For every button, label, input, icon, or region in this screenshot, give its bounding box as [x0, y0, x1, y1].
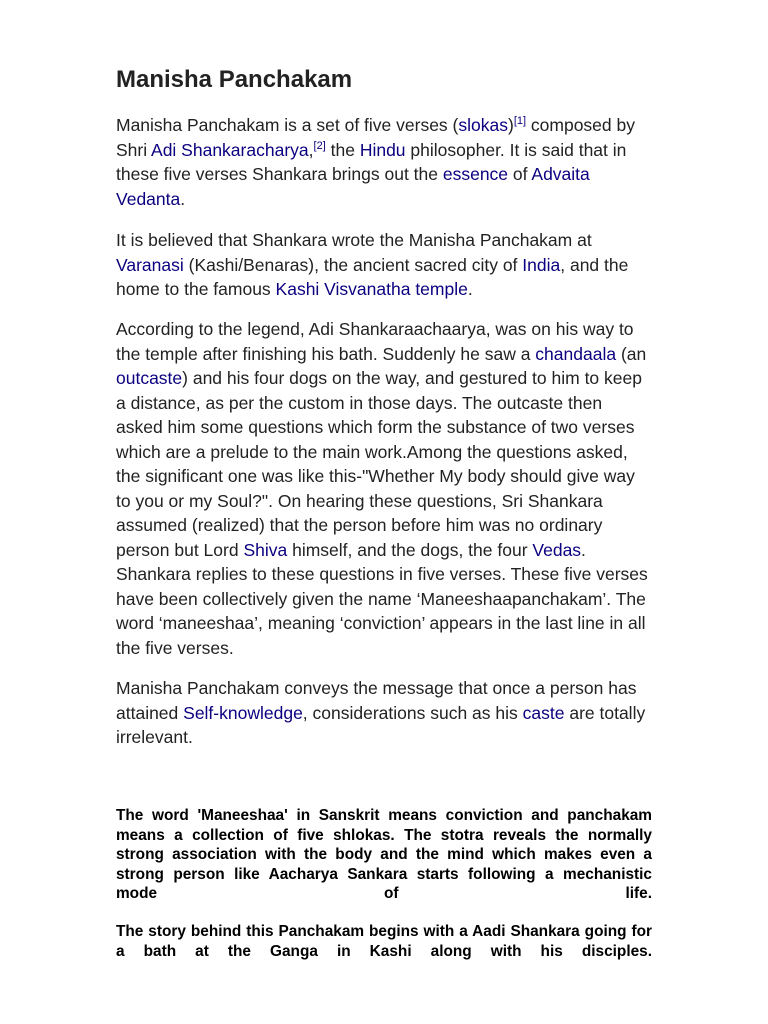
text-span: (an	[616, 343, 647, 364]
reference-link-2[interactable]: [2]	[313, 139, 326, 152]
text-span: the	[325, 139, 360, 160]
text-span: , considerations such as his	[302, 702, 523, 723]
link-caste[interactable]: caste	[522, 702, 565, 723]
text-span: himself, and the dogs, the four	[287, 539, 533, 560]
link-advaita-vedanta[interactable]: Advaita Vedanta	[116, 164, 590, 209]
text-span: According to the legend, Adi Shankaraachaarya, was on his way to the temple after finishing his bath. Suddenly he saw a	[116, 319, 634, 364]
link-chandaala[interactable]: chandaala	[535, 343, 617, 364]
commentary-paragraph-meaning: The word 'Maneeshaa' in Sanskrit means conviction and panchakam means a collection of five shlokas. The stotra reveals the normally strong association with the body and the mind which makes even a strong person like Aacharya Sankara starts following a mechanistic mode of life.	[116, 807, 652, 902]
legend-paragraph	[116, 317, 652, 660]
text-span: composed by Shri	[116, 115, 635, 160]
text-span: Manisha Panchakam is a set of five verses (	[116, 115, 459, 135]
link-hindu[interactable]: Hindu	[359, 139, 406, 160]
link-adi-shankaracharya[interactable]: Adi Shankaracharya	[151, 139, 309, 160]
link-varanasi[interactable]: Varanasi	[116, 254, 184, 275]
link-kashi-visvanatha-temple[interactable]: Kashi Visvanatha temple	[275, 279, 468, 299]
text-span: .	[467, 279, 473, 299]
link-essence[interactable]: essence	[442, 164, 509, 184]
text-span: are totally irrelevant.	[116, 702, 646, 747]
link-india[interactable]: India	[522, 254, 561, 275]
text-span: Manisha Panchakam conveys the message that once a person has attained	[116, 678, 637, 723]
message-paragraph	[116, 676, 652, 750]
text-span: It is believed that Shankara wrote the Manisha Panchakam at	[116, 230, 592, 250]
reference-link-1[interactable]: [1]	[513, 115, 527, 127]
link-self-knowledge[interactable]: Self-knowledge	[183, 702, 303, 723]
page-title: Manisha Panchakam	[116, 66, 353, 93]
link-slokas[interactable]: slokas	[458, 115, 508, 135]
text-span: of	[508, 164, 532, 184]
location-paragraph	[116, 228, 652, 302]
link-shiva[interactable]: Shiva	[243, 539, 288, 560]
text-span: (Kashi/Benaras), the ancient sacred city of	[183, 254, 523, 275]
text-span: )	[507, 115, 514, 135]
text-span: , and the home to the famous	[116, 254, 629, 299]
text-span: .	[180, 188, 186, 209]
intro-paragraph	[116, 113, 652, 211]
text-span: . Shankara replies to these questions in five verses. These five verses have been collectively given the name ‘Maneeshaapanchakam’. The word ‘maneeshaa’, meaning ‘conviction’ appears in the last line in all the five verses.	[116, 539, 648, 658]
link-outcaste[interactable]: outcaste	[116, 368, 183, 388]
commentary-paragraph-story: The story behind this Panchakam begins with a Aadi Shankara going for a bath at the Ganga in Kashi along with his disciples.	[116, 923, 652, 960]
text-span: ,	[308, 139, 314, 160]
text-span: philosopher. It is said that in these five verses Shankara brings out the	[116, 139, 627, 184]
text-span: ) and his four dogs on the way, and gestured to him to keep a distance, as per the custom in those days. The outcaste then asked him some questions which form the substance of two verses which are a prelude to the main work.Among the questions asked, the significant one was like this-"Whether My body should give way to you or my Soul?". On hearing these questions, Sri Shankara assumed (realized) that the person before him was no ordinary person but Lord	[116, 368, 642, 560]
link-vedas[interactable]: Vedas	[532, 539, 582, 560]
